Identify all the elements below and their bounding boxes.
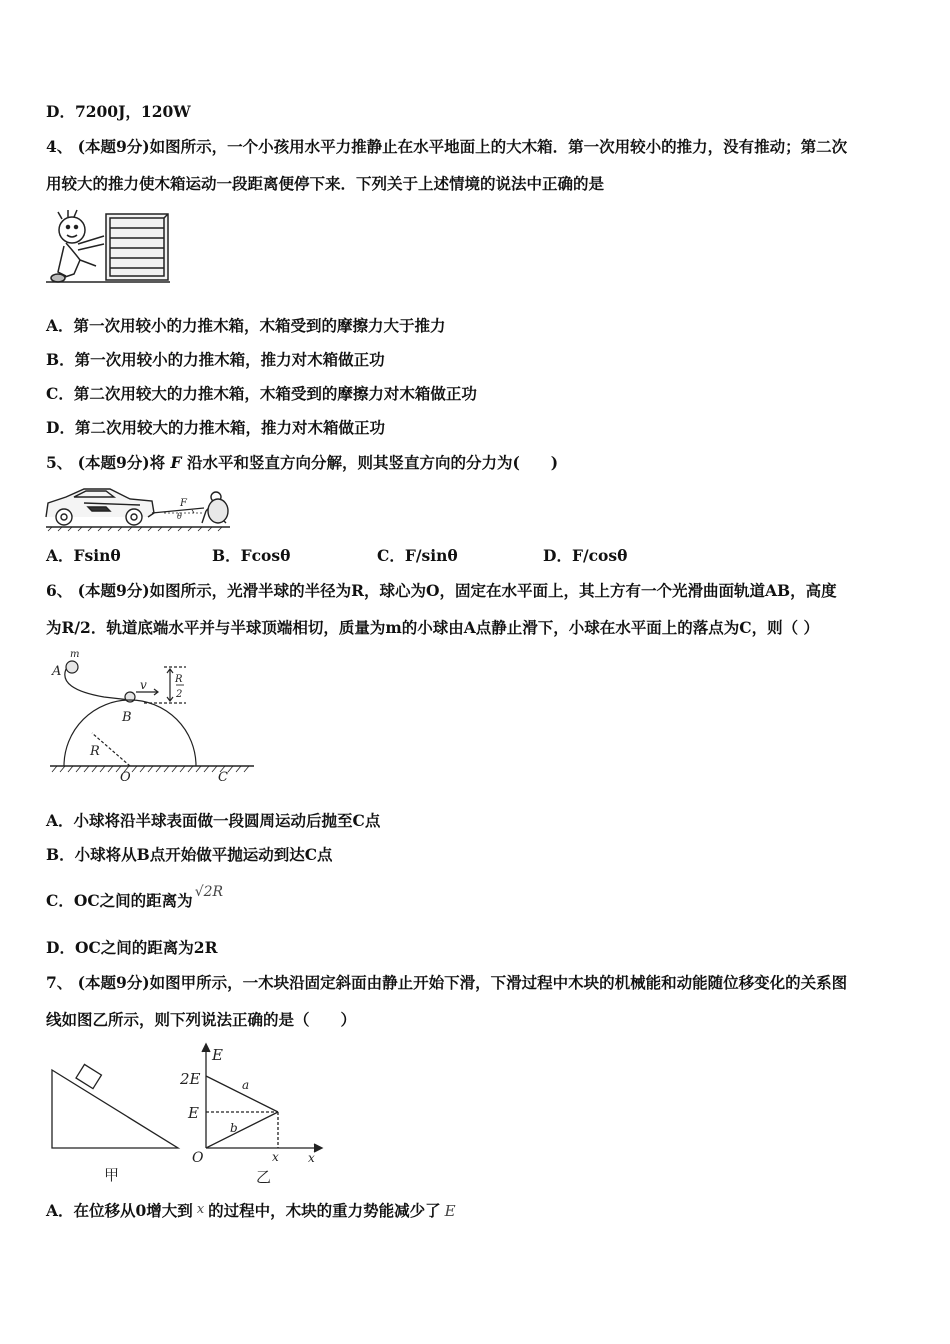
q7-label-x-tick: x	[272, 1150, 279, 1164]
q4-option-c: C．第二次用较大的力推木箱，木箱受到的摩擦力对木箱做正功	[46, 384, 477, 403]
q5-options-row	[46, 546, 746, 568]
q7-option-a-mid: 的过程中，木块的重力势能减少了	[208, 1201, 441, 1220]
q6-option-d: D．OC之间的距离为2R	[46, 938, 218, 957]
q7-option-a-prefix: A．在位移从0增大到	[46, 1201, 193, 1220]
q7-label-e: E	[188, 1104, 199, 1122]
q7-figure-jia-incline	[46, 1052, 186, 1188]
q6-label-a: A	[52, 664, 62, 679]
q6-label-half-den: 2	[176, 689, 183, 700]
q6-option-c	[46, 884, 224, 912]
q7-label-o: O	[192, 1150, 204, 1166]
q7-label-jia: 甲	[104, 1166, 120, 1184]
q7-label-a: a	[242, 1078, 250, 1092]
q6-label-o: O	[120, 770, 131, 785]
q4-figure-child-pushing-crate	[44, 206, 174, 286]
q3-option-d: D．7200J，120W	[46, 102, 191, 121]
q6-label-half-num: R	[175, 674, 183, 685]
q5-figure-pulling-car	[44, 483, 232, 533]
q5-option-d: D．F/cosθ	[543, 546, 628, 565]
q6-label-c: C	[218, 770, 228, 785]
q5-force-label: F	[180, 498, 187, 509]
q5-stem-var: F	[170, 453, 182, 472]
q7-option-a-var-e: E	[444, 1202, 456, 1220]
q5-stem	[46, 453, 558, 473]
q4-option-a: A．第一次用较小的力推木箱，木箱受到的摩擦力大于推力	[46, 316, 446, 335]
q6-label-b: B	[122, 710, 132, 725]
q7-figure-yi-graph	[178, 1040, 328, 1188]
q6-label-v: v	[140, 678, 147, 692]
q7-stem-line2: 线如图乙所示，则下列说法正确的是（ ）	[46, 1010, 357, 1029]
q6-figure-hemisphere-track	[44, 645, 260, 785]
q5-stem-suffix: 沿水平和竖直方向分解，则其竖直方向的分力为( )	[181, 453, 559, 472]
q5-option-a: A．Fsinθ	[46, 546, 121, 565]
q7-label-2e: 2E	[180, 1070, 201, 1088]
q7-label-b: b	[230, 1121, 238, 1135]
q7-label-yi: 乙	[256, 1168, 272, 1186]
q7-option-a-var-x: x	[196, 1202, 205, 1217]
q6-stem-line1: 6、 (本题9分)如图所示，光滑半球的半径为R，球心为O，固定在水平面上，其上方有一个光滑曲面轨道AB，高度	[46, 581, 837, 600]
q6-option-a: A．小球将沿半球表面做一段圆周运动后抛至C点	[46, 811, 381, 830]
q6-option-c-text: C．OC之间的距离为	[46, 891, 193, 910]
q6-label-r: R	[90, 744, 100, 759]
q6-label-m: m	[70, 649, 80, 660]
q4-stem-line1: 4、 (本题9分)如图所示，一个小孩用水平力推静止在水平地面上的大木箱．第一次用较小的推力，没有推动；第二次	[46, 137, 848, 156]
q7-stem-line1: 7、 (本题9分)如图甲所示，一木块沿固定斜面由静止开始下滑，下滑过程中木块的机械能和动能随位移变化的关系图	[46, 973, 848, 992]
q7-option-a	[46, 1201, 456, 1223]
q7-label-x-axis: x	[308, 1151, 315, 1165]
q6-option-b: B．小球将从B点开始做平抛运动到达C点	[46, 845, 333, 864]
q5-stem-prefix: 5、 (本题9分)将	[46, 453, 171, 472]
q5-angle-label: θ	[177, 512, 182, 521]
q5-option-c: C．F/sinθ	[377, 546, 458, 565]
q4-option-d: D．第二次用较大的力推木箱，推力对木箱做正功	[46, 418, 385, 437]
q4-stem-line2: 用较大的推力使木箱运动一段距离便停下来．下列关于上述情境的说法中正确的是	[46, 174, 605, 193]
q5-option-b: B．Fcosθ	[212, 546, 291, 565]
q4-option-b: B．第一次用较小的力推木箱，推力对木箱做正功	[46, 350, 385, 369]
q7-label-e-axis: E	[212, 1046, 223, 1064]
q6-option-c-formula: √2R	[194, 884, 224, 900]
q6-stem-line2: 为R/2．轨道底端水平并与半球顶端相切，质量为m的小球由A点静止滑下，小球在水平面上的落点为C，则（ ）	[46, 618, 819, 637]
